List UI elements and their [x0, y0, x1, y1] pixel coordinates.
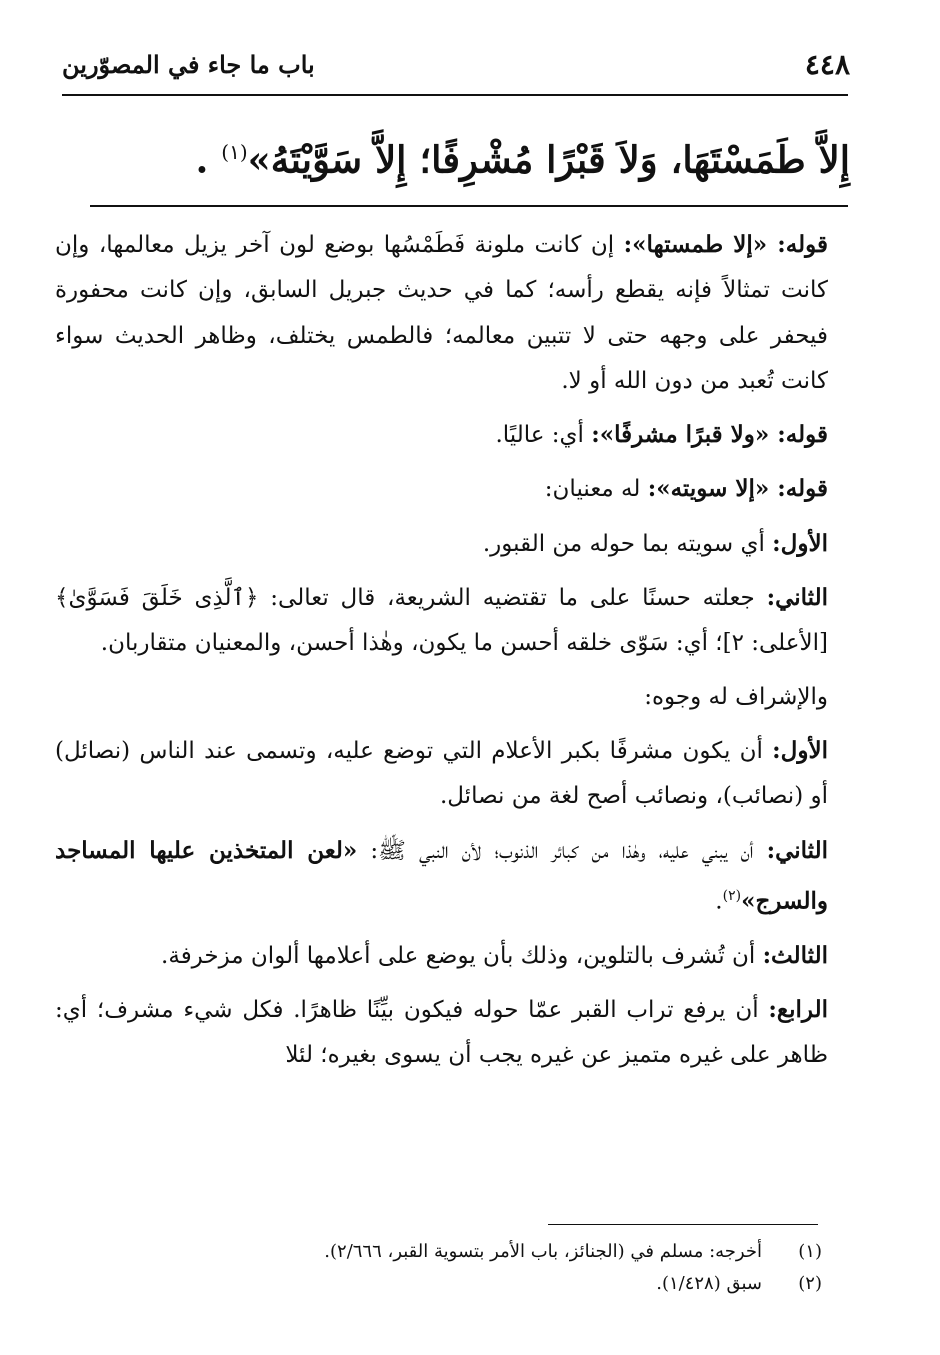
paragraph-label: قوله: «إلا سويته»:: [647, 475, 828, 503]
paragraph-label: قوله: «إلا طمستها»:: [623, 231, 828, 258]
paragraph-text: أن يكون مشرفًا بكبر الأعلام التي توضع عليه، وتسمى عند الناس (نصائل) أو (نصائب)، ونصائب أصح لغة من نصائل.: [55, 737, 828, 810]
paragraph: [55, 728, 828, 820]
footnote-text: أخرجه: مسلم في (الجنائز، باب الأمر بتسوية القبر، ٢/٦٦٦).: [324, 1241, 762, 1262]
running-title: باب ما جاء في المصوّرين: [62, 50, 315, 79]
paragraph: [55, 828, 828, 925]
footnote: [60, 1236, 822, 1268]
paragraph-text: جعلته حسنًا على ما تقتضيه الشريعة، قال تعالى: ﴿ٱلَّذِى خَلَقَ فَسَوَّىٰ﴾ [الأعلى: ٢]؛ أي: سَوّى خلقه أحسن ما يكون، وهٰذا أحسن، والمعنيان متقاربان.: [55, 585, 828, 657]
hadith-quote: «لعن المتخذين عليها المساجد والسرج»: [55, 836, 828, 915]
paragraph: [55, 412, 828, 458]
paragraph: [55, 675, 828, 720]
paragraph-text: له معنيان:: [544, 476, 648, 503]
paragraph-text: إن كانت ملونة فَطَمْسُها بوضع لون آخر يزيل معالمها، وإن كانت تمثالاً فإنه يقطع رأسه؛ كما في حديث جبريل السابق، وإن كانت محفورة فيحفر على وجهه حتى لا تتبين معالمه؛ فالطمس يختلف، وظاهر الحديث سواء كانت تُعبد من دون الله أو لا.: [55, 232, 828, 394]
paragraph: [55, 466, 828, 512]
footnotes: [60, 1236, 822, 1300]
paragraph-label: الثاني:: [766, 836, 829, 864]
hadith-body: إِلاَّ طَمَسْتَهَا، وَلاَ قَبْرًا مُشْرِفًا؛ إِلاَّ سَوَّيْتَهُ»: [247, 137, 850, 182]
paragraph-text: أي سويته بما حوله من القبور.: [482, 530, 773, 557]
paragraph: [55, 521, 828, 567]
paragraph-label: الثالث:: [762, 941, 828, 969]
paragraph-label: الأول:: [772, 529, 828, 557]
paragraph: [55, 575, 828, 667]
commentary: [55, 222, 828, 1087]
paragraph: [55, 987, 828, 1079]
footnote-number: (٢): [798, 1273, 822, 1294]
header-rule: [62, 94, 848, 96]
footnote-number: (١): [798, 1241, 822, 1262]
paragraph-label: الرابع:: [768, 996, 828, 1024]
paragraph-label: الثاني:: [766, 584, 828, 612]
paragraph-label: قوله: «ولا قبرًا مشرفًا»:: [591, 421, 828, 449]
footnote-rule: [548, 1224, 818, 1225]
paragraph: [55, 933, 828, 979]
paragraph-text: أي: عاليًا.: [495, 422, 592, 449]
paragraph-text: أن يبني عليه، وهٰذا من كبائر الذنوب؛ لأن النبي ﷺ:: [357, 837, 767, 864]
footnote-ref-2: (٢): [722, 887, 742, 904]
paragraph-text: أن يرفع تراب القبر عمّا حوله فيكون بيِّنًا ظاهرًا. فكل شيء مشرف؛ أي: ظاهر على غيره متميز عن غيره يجب أن يسوى بغيره؛ لئلا: [55, 997, 828, 1069]
paragraph-label: الأول:: [772, 736, 828, 764]
hadith-end: .: [195, 137, 222, 182]
paragraph-text: أن تُشرف بالتلوين، وذلك بأن يوضع على أعلامها ألوان مزخرفة.: [161, 942, 763, 969]
footnote: [60, 1268, 822, 1300]
footnote-ref-1: (١): [221, 140, 248, 164]
hadith-text: [60, 122, 850, 189]
page-number: ٤٤٨: [804, 48, 850, 81]
hadith-rule: [90, 205, 848, 207]
paragraph-end: .: [715, 888, 723, 915]
footnote-text: سبق (١/٤٢٨).: [656, 1273, 762, 1294]
paragraph-text: والإشراف له وجوه:: [644, 683, 828, 710]
paragraph: [55, 222, 828, 404]
page-header: [62, 48, 850, 88]
